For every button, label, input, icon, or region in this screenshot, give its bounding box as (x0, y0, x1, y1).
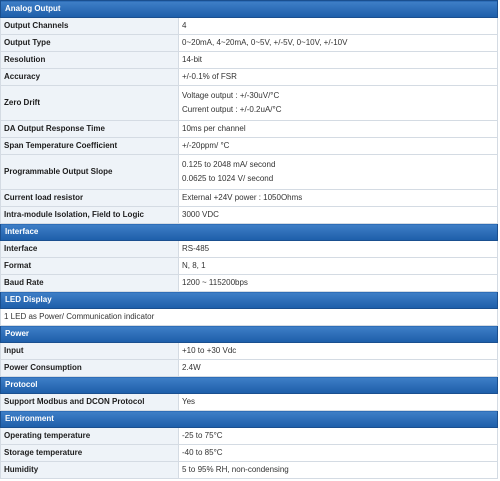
row-value (179, 52, 498, 69)
row-value-line: 10ms per channel (182, 124, 246, 133)
row-label: Zero Drift (1, 86, 179, 121)
table-row-intra-module-isolation-field-to-logic (1, 207, 498, 224)
row-value-line: 1200 ~ 115200bps (182, 278, 248, 287)
row-label: Output Channels (1, 18, 179, 35)
table-row-note (1, 309, 498, 326)
row-label: Humidity (1, 462, 179, 479)
row-value (179, 35, 498, 52)
row-value (179, 445, 498, 462)
row-value (179, 462, 498, 479)
row-label: Baud Rate (1, 275, 179, 292)
table-row-operating-temperature (1, 428, 498, 445)
table-row-format (1, 258, 498, 275)
row-label: Operating temperature (1, 428, 179, 445)
table-row-da-output-response-time (1, 121, 498, 138)
row-label: Support Modbus and DCON Protocol (1, 394, 179, 411)
row-value-line: -25 to 75°C (182, 431, 223, 440)
table-row-accuracy (1, 69, 498, 86)
row-label: Storage temperature (1, 445, 179, 462)
row-label: Interface (1, 241, 179, 258)
section-title: Analog Output (1, 1, 498, 18)
row-value (179, 394, 498, 411)
table-row-storage-temperature (1, 445, 498, 462)
table-row-interface (1, 241, 498, 258)
row-value (179, 69, 498, 86)
section-header-interface (1, 224, 498, 241)
row-label: Input (1, 343, 179, 360)
table-row-input (1, 343, 498, 360)
row-value (179, 86, 498, 121)
row-note: 1 LED as Power/ Communication indicator (1, 309, 498, 326)
table-row-humidity (1, 462, 498, 479)
row-value (179, 190, 498, 207)
row-value-line: 2.4W (182, 363, 201, 372)
row-value-line: 0.0625 to 1024 V/ second (182, 174, 274, 183)
row-value-line: RS-485 (182, 244, 210, 253)
table-row-output-channels (1, 18, 498, 35)
table-row-span-temperature-coefficient (1, 138, 498, 155)
table-row-programmable-output-slope (1, 155, 498, 190)
section-header-power (1, 326, 498, 343)
row-label: Intra-module Isolation, Field to Logic (1, 207, 179, 224)
row-value-line: 3000 VDC (182, 210, 219, 219)
row-value-line: +10 to +30 Vdc (182, 346, 237, 355)
section-title: LED Display (1, 292, 498, 309)
table-row-baud-rate (1, 275, 498, 292)
table-row-power-consumption (1, 360, 498, 377)
section-header-analog-output (1, 1, 498, 18)
row-value (179, 360, 498, 377)
row-label: Span Temperature Coefficient (1, 138, 179, 155)
section-title: Interface (1, 224, 498, 241)
row-value (179, 138, 498, 155)
row-value-line: Yes (182, 397, 196, 406)
row-value-line: 14-bit (182, 55, 203, 64)
row-value-line: 0~20mA, 4~20mA, 0~5V, +/-5V, 0~10V, +/-10V (182, 38, 348, 47)
row-value-line: 4 (182, 21, 187, 30)
row-label: Resolution (1, 52, 179, 69)
section-header-protocol (1, 377, 498, 394)
row-value-line: +/-0.1% of FSR (182, 72, 237, 81)
row-value-line: N, 8, 1 (182, 261, 206, 270)
section-title: Environment (1, 411, 498, 428)
row-label: Power Consumption (1, 360, 179, 377)
section-header-led-display (1, 292, 498, 309)
row-value (179, 18, 498, 35)
section-header-environment (1, 411, 498, 428)
row-value-line: Current output : +/-0.2uA/°C (182, 105, 282, 114)
row-value-line: -40 to 85°C (182, 448, 223, 457)
row-value (179, 258, 498, 275)
table-row-support-modbus-and-dcon-protocol (1, 394, 498, 411)
section-title: Protocol (1, 377, 498, 394)
row-value-line: 5 to 95% RH, non-condensing (182, 465, 289, 474)
row-value (179, 241, 498, 258)
table-row-resolution (1, 52, 498, 69)
spec-table-body (1, 1, 498, 479)
row-value (179, 275, 498, 292)
row-label: Current load resistor (1, 190, 179, 207)
row-label: DA Output Response Time (1, 121, 179, 138)
row-value-line: +/-20ppm/ °C (182, 141, 230, 150)
row-label: Accuracy (1, 69, 179, 86)
table-row-output-type (1, 35, 498, 52)
table-row-current-load-resistor (1, 190, 498, 207)
table-row-zero-drift (1, 86, 498, 121)
row-value (179, 155, 498, 190)
row-label: Format (1, 258, 179, 275)
row-value (179, 428, 498, 445)
row-label: Output Type (1, 35, 179, 52)
row-value (179, 343, 498, 360)
section-title: Power (1, 326, 498, 343)
row-value-line: External +24V power : 1050Ohms (182, 193, 303, 202)
row-value-line: 0.125 to 2048 mA/ second (182, 160, 276, 169)
row-label: Programmable Output Slope (1, 155, 179, 190)
row-value (179, 207, 498, 224)
row-value-line: Voltage output : +/-30uV/°C (182, 91, 280, 100)
row-value (179, 121, 498, 138)
